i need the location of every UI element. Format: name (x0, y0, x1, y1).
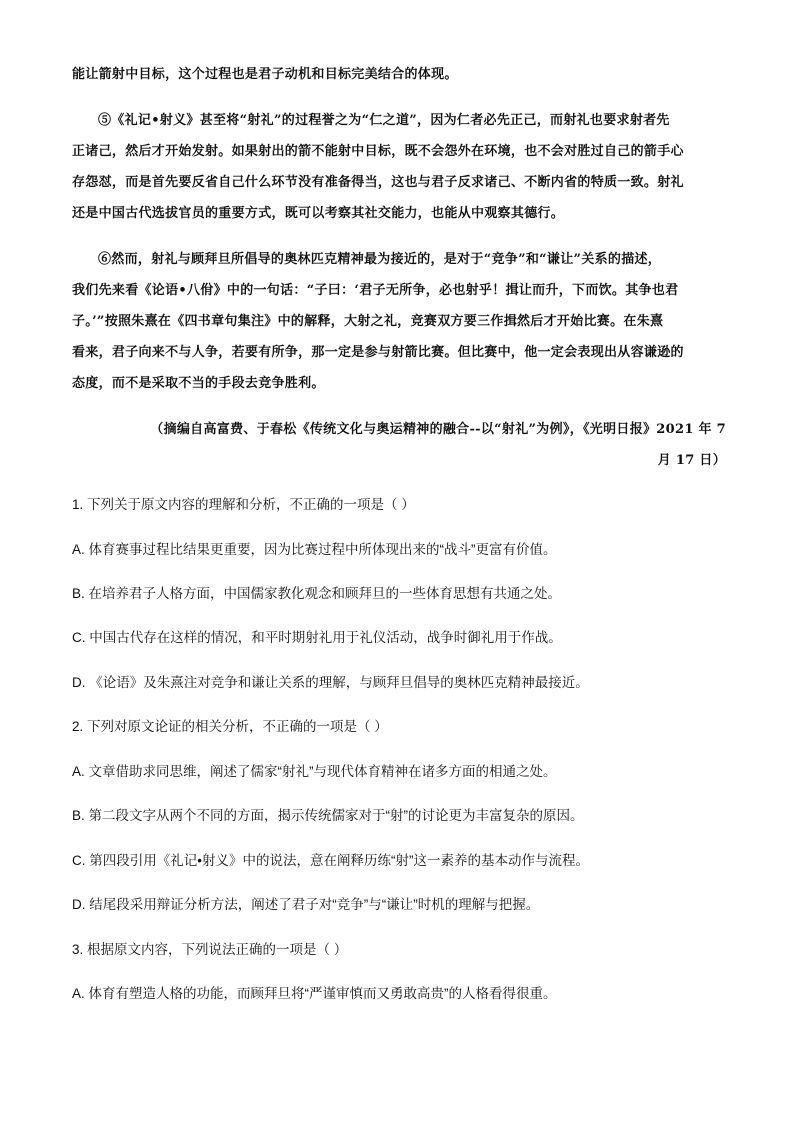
source-citation (72, 414, 726, 476)
text-line: ⑥然而，射礼与顾拜旦所倡导的奥林匹克精神最为接近的，是对于“竞争”和“谦让”关系的描述， (98, 252, 662, 267)
text-line: 我们先来看《论语•八佾》中的一句话：“子曰：‘君子无所争，必也射乎！揖让而升，下而饮。其争也君 (72, 283, 679, 298)
text-line: 子。’”按照朱熹在《四书章句集注》中的解释，大射之礼，竞赛双方要三作揖然后才开始比赛。在朱熹 (72, 314, 664, 329)
paragraph-5 (72, 105, 726, 229)
question-3-stem: 3. 根据原文内容，下列说法正确的一项是（ ） (72, 942, 348, 957)
question-2-stem: 2. 下列对原文论证的相关分析，不正确的一项是（ ） (72, 719, 388, 734)
question-2-option-d: D. 结尾段采用辩证分析方法，阐述了君子对“竞争”与“谦让”时机的理解与把握。 (72, 897, 540, 912)
question-2-option-a: A. 文章借助求同思维，阐述了儒家“射礼”与现代体育精神在诸多方面的相通之处。 (72, 764, 557, 779)
question-1-option-d: D. 《论语》及朱熹注对竞争和谦让关系的理解，与顾拜旦倡导的奥林匹克精神最接近。 (72, 675, 589, 690)
text-line: 还是中国古代选拔官员的重要方式，既可以考察其社交能力，也能从中观察其德行。 (72, 206, 565, 221)
paragraph-intro-tail (72, 59, 726, 90)
source-line-2: 月 17 日） (657, 453, 726, 468)
text-line: ⑤《礼记•射义》甚至将“射礼”的过程誉之为“仁之道”，因为仁者必先正己，而射礼也要求射者先 (98, 113, 670, 128)
question-1-option-c: C. 中国古代存在这样的情况，和平时期射礼用于礼仪活动，战争时御礼用于作战。 (72, 630, 562, 645)
text-line: 存怨怼，而是首先要反省自己什么环节没有准备得当，这也与君子反求诸己、不断内省的特质一致。射礼 (72, 175, 684, 190)
text-line: 正诸己，然后才开始发射。如果射出的箭不能射中目标，既不会怨外在环境，也不会对胜过自己的箭手心 (72, 144, 684, 159)
question-3-option-a: A. 体育有塑造人格的功能，而顾拜旦将“严谨审慎而又勇敢高贵”的人格看得很重。 (72, 986, 557, 1001)
text-line: 看来，君子向来不与人争，若要有所争，那一定是参与射箭比赛。但比赛中，他一定会表现出从容谦逊的 (72, 345, 684, 360)
question-1-option-b: B. 在培养君子人格方面，中国儒家教化观念和顾拜旦的一些体育思想有共通之处。 (72, 586, 562, 601)
text-line: 能让箭射中目标，这个过程也是君子动机和目标完美结合的体现。 (72, 67, 458, 82)
paragraph-6 (72, 244, 726, 399)
question-1-stem: 1. 下列关于原文内容的理解和分析，不正确的一项是（ ） (72, 497, 415, 512)
question-2-option-b: B. 第二段文字从两个不同的方面，揭示传统儒家对于“射”的讨论更为丰富复杂的原因。 (72, 808, 584, 823)
question-2-option-c: C. 第四段引用《礼记•射义》中的说法，意在阐释历练“射”这一素养的基本动作与流程。 (72, 853, 589, 868)
source-line-1: （摘编自高富费、于春松《传统文化与奥运精神的融合--以“射礼”为例》，《光明日报》2021 年 7 (150, 422, 726, 437)
question-1-option-a: A. 体育赛事过程比结果更重要，因为比赛过程中所体现出来的“战斗”更富有价值。 (72, 542, 557, 557)
text-line: 态度，而不是采取不当的手段去竞争胜利。 (72, 376, 325, 391)
